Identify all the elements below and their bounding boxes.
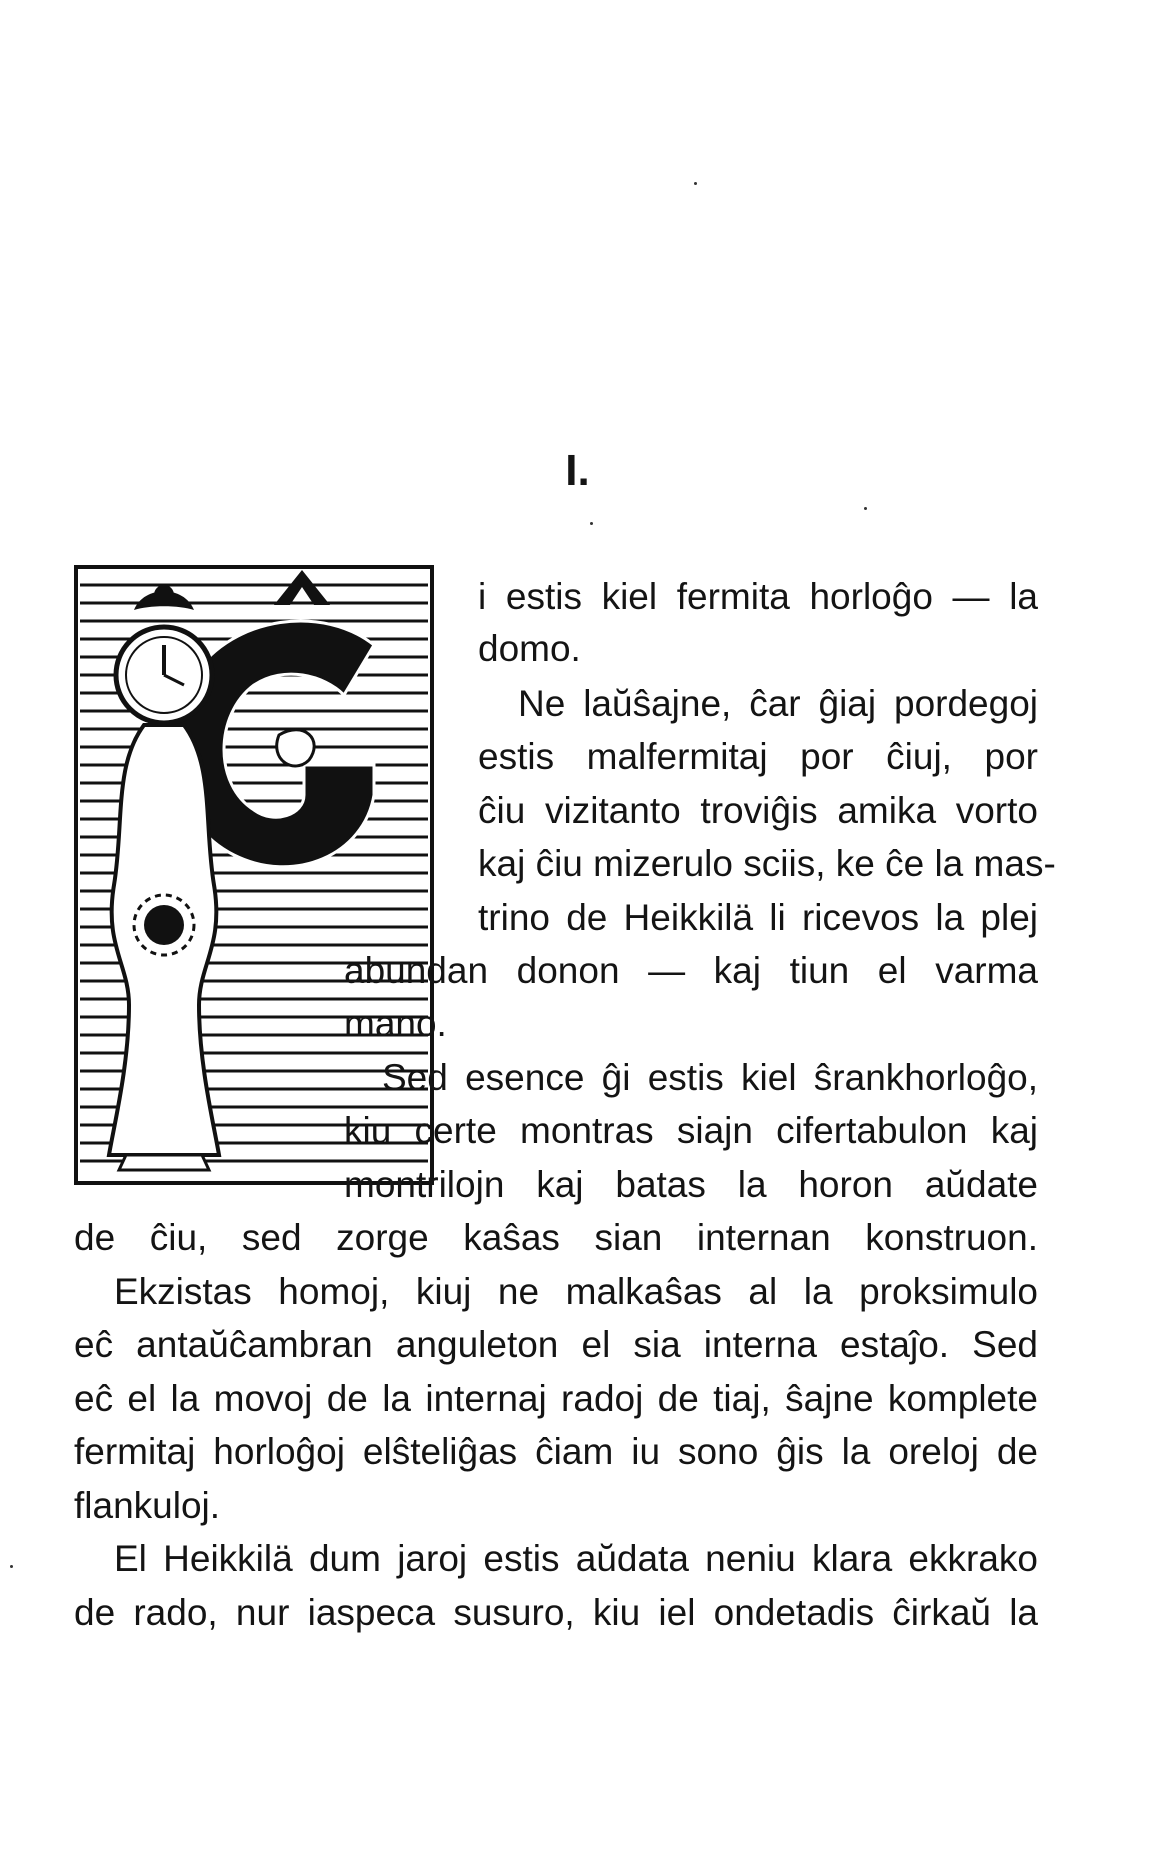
text-line: i estis kiel fermita horloĝo — la — [478, 576, 1038, 617]
text-line: kiu certe montras siajn cifertabulon kaj — [344, 1110, 1038, 1151]
text-line: de rado, nur iaspeca susuro, kiu iel ondetadis ĉirkaŭ la — [74, 1592, 1038, 1633]
text-line: abundan donon — kaj tiun el varma — [344, 950, 1038, 991]
text-line: Sed esence ĝi estis kiel ŝrankhorloĝo, — [382, 1057, 1038, 1098]
text-line: eĉ antaŭĉambran anguleton el sia interna estaĵo. Sed — [74, 1324, 1038, 1365]
scan-speck — [590, 522, 593, 525]
text-line: kaj ĉiu mizerulo sciis, ke ĉe la mas- — [478, 843, 1056, 884]
chapter-number: I. — [565, 446, 590, 495]
text-line: fermitaj horloĝoj elŝteliĝas ĉiam iu sono ĝis la oreloj de — [74, 1431, 1038, 1472]
text-line: trino de Heikkilä li ricevos la plej — [478, 897, 1038, 938]
text-line: eĉ el la movoj de la internaj radoj de tiaj, ŝajne komplete — [74, 1378, 1038, 1419]
text-line: estis malfermitaj por ĉiuj, por — [478, 736, 1038, 777]
grandfather-clock-illustration — [74, 565, 434, 1185]
text-line: domo. — [478, 628, 581, 669]
text-line: flankuloj. — [74, 1485, 221, 1526]
text-line: mano. — [344, 1003, 447, 1044]
text-line: El Heikkilä dum jaroj estis aŭdata neniu klara ekkrako — [114, 1538, 1038, 1579]
scan-speck — [864, 507, 867, 510]
scan-speck — [10, 1565, 13, 1568]
text-line: Ne laŭŝajne, ĉar ĝiaj pordegoj — [518, 683, 1038, 724]
text-line: de ĉiu, sed zorge kaŝas sian internan konstruon. — [74, 1217, 1038, 1258]
text-line: ĉiu vizitanto troviĝis amika vorto — [478, 790, 1038, 831]
text-line: montrilojn kaj batas la horon aŭdate — [344, 1164, 1038, 1205]
text-line: Ekzistas homoj, kiuj ne malkaŝas al la proksimulo — [114, 1271, 1038, 1312]
scan-speck — [694, 182, 697, 185]
